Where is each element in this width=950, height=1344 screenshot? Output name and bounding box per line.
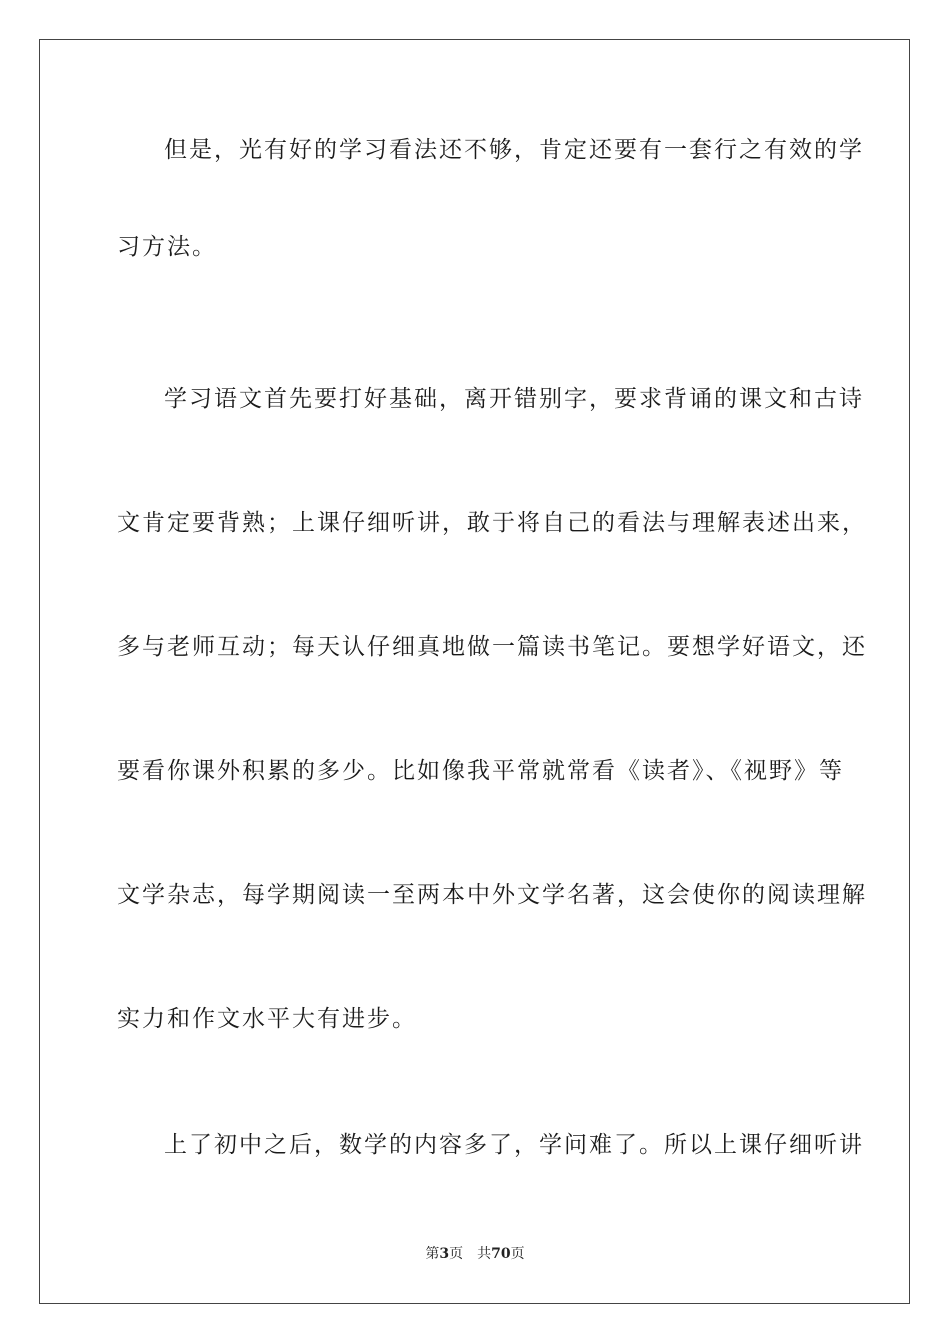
paragraph-2-line-1: 学习语文首先要打好基础，离开错别字，要求背诵的课文和古诗 [164, 386, 864, 412]
total-pages: 70 [491, 1246, 511, 1262]
page-suffix: 页 [449, 1246, 464, 1262]
total-suffix: 页 [510, 1246, 525, 1262]
paragraph-2-line-2: 文肯定要背熟；上课仔细听讲，敢于将自己的看法与理解表述出来， [117, 510, 867, 536]
page-number: 3 [439, 1246, 450, 1262]
paragraph-2-line-6: 实力和作文水平大有进步。 [117, 1006, 417, 1032]
page-footer [0, 1245, 950, 1263]
total-prefix: 共 [477, 1246, 492, 1262]
page-frame [39, 39, 910, 1304]
paragraph-3-line-1: 上了初中之后，数学的内容多了，学问难了。所以上课仔细听讲 [164, 1132, 864, 1158]
paragraph-2-line-5: 文学杂志，每学期阅读一至两本中外文学名著，这会使你的阅读理解 [117, 882, 867, 908]
paragraph-2-line-3: 多与老师互动；每天认仔细真地做一篇读书笔记。要想学好语文，还 [117, 634, 867, 660]
page-prefix: 第 [425, 1246, 440, 1262]
paragraph-1-line-2: 习方法。 [117, 234, 217, 260]
paragraph-2-line-4: 要看你课外积累的多少。比如像我平常就常看《读者》、《视野》等 [117, 758, 844, 784]
paragraph-1-line-1: 但是，光有好的学习看法还不够，肯定还要有一套行之有效的学 [164, 137, 864, 163]
